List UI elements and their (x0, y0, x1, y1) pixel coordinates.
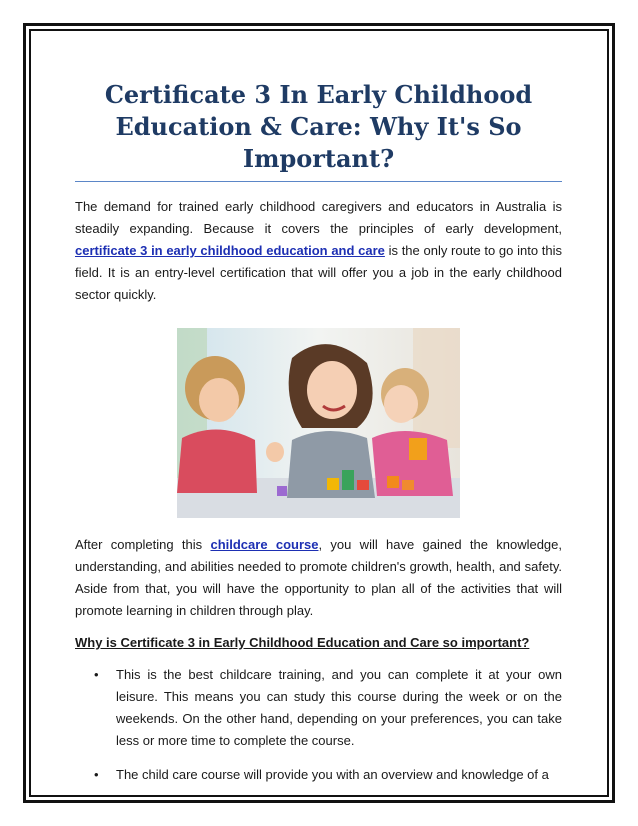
intro-text-before: The demand for trained early childhood caregivers and educators in Australia is steadily expanding. Because it covers the principles of early development, (75, 199, 562, 236)
course-text-before: After completing this (75, 537, 211, 552)
bullet-icon: • (94, 667, 99, 682)
list-item (94, 664, 562, 752)
list-item-text: This is the best childcare training, and you can complete it at your own leisure. This means you can study this course during the week or on the weekends. On the other hand, depending on your preferences, you can take less or more time to complete the course. (116, 667, 562, 748)
list-item (94, 764, 562, 786)
page-title: Certificate 3 In Early Childhood Education & Care: Why It's So Important? (75, 79, 562, 182)
course-text-after: , you will have gained the knowledge, understanding, and abilities needed to promote children's growth, health, and safety. Aside from that, you will have the opportunity to plan all of the activities that will promote learning in children through play. (75, 537, 563, 618)
reasons-list (75, 664, 562, 786)
course-paragraph (75, 534, 562, 622)
list-item-text: The child care course will provide you with an overview and knowledge of a (116, 767, 549, 782)
intro-text-after: is the only route to go into this field. It is an entry-level certification that will offer you a job in the early childhood sector quickly. (75, 243, 562, 302)
bullet-icon: • (94, 767, 99, 782)
classroom-photo (177, 328, 460, 518)
childcare-course-link[interactable]: childcare course (210, 537, 319, 552)
intro-paragraph (75, 196, 562, 306)
certificate-link[interactable]: certificate 3 in early childhood education and care (75, 243, 385, 258)
document-body (75, 79, 562, 798)
section-heading: Why is Certificate 3 in Early Childhood Education and Care so important? (75, 635, 530, 650)
